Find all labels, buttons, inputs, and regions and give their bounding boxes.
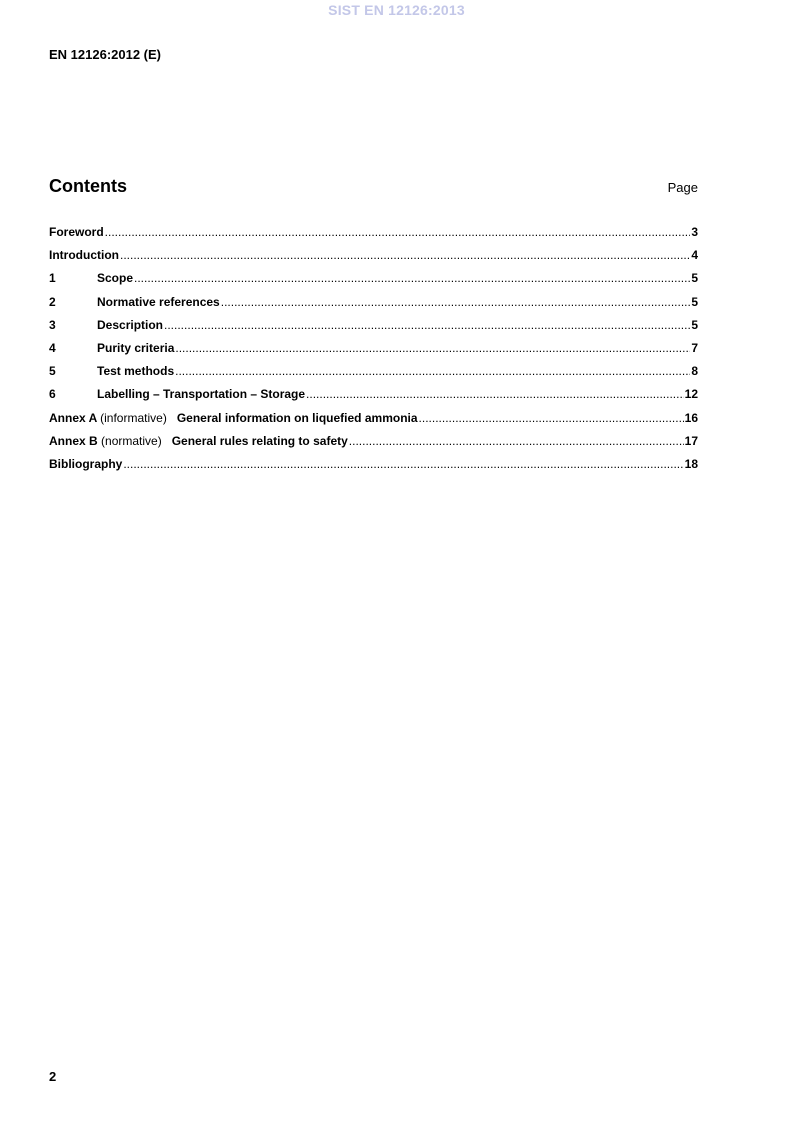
toc-entry-title: Bibliography (49, 456, 123, 471)
toc-leader-dots (221, 295, 691, 309)
toc-entry-title: Test methods (97, 364, 175, 379)
toc-leader-dots (105, 225, 691, 239)
toc-annex-qualifier: (informative) (100, 410, 167, 425)
toc-annex-label (49, 411, 418, 425)
toc-entry-bibliography[interactable] (49, 457, 698, 480)
toc-entry-page: 5 (691, 317, 698, 332)
toc-entry-page: 3 (691, 225, 698, 239)
toc-entry-page: 5 (691, 294, 698, 309)
toc-entry-number: 3 (49, 317, 56, 332)
toc-entry-title: Normative references (97, 294, 220, 309)
toc-entry-page: 18 (684, 456, 698, 471)
table-of-contents (49, 225, 698, 480)
toc-entry-number: 1 (49, 271, 56, 286)
toc-entry-scope[interactable] (49, 271, 698, 294)
toc-annex-label (49, 434, 348, 448)
toc-entry-normative-references[interactable] (49, 295, 698, 318)
toc-entry-labelling[interactable] (49, 387, 698, 410)
toc-entry-title: Introduction (49, 248, 119, 263)
toc-entry-page: 16 (684, 410, 698, 425)
document-id: EN 12126:2012 (E) (49, 47, 162, 62)
toc-entry-introduction[interactable] (49, 248, 698, 271)
toc-entry-title: General information on liquefied ammonia (176, 410, 418, 425)
toc-entry-title: Purity criteria (97, 340, 175, 355)
toc-entry-title: Description (97, 317, 164, 332)
toc-entry-purity-criteria[interactable] (49, 341, 698, 364)
toc-entry-page: 5 (691, 271, 698, 286)
toc-annex-prefix: Annex A (49, 410, 97, 425)
toc-entry-title: Foreword (49, 225, 104, 239)
toc-entry-page: 8 (691, 364, 698, 379)
toc-leader-dots (349, 434, 684, 448)
toc-entry-number: 5 (49, 364, 56, 379)
toc-entry-page: 7 (691, 340, 698, 355)
toc-entry-title: General rules relating to safety (171, 433, 348, 448)
watermark: SIST EN 12126:2013 (328, 2, 465, 18)
toc-leader-dots (419, 411, 684, 425)
toc-entry-page: 17 (684, 433, 698, 448)
toc-leader-dots (123, 457, 683, 471)
toc-annex-qualifier: (normative) (101, 433, 162, 448)
page-column-label: Page (667, 180, 698, 195)
toc-leader-dots (175, 364, 690, 378)
toc-entry-number: 4 (49, 340, 56, 355)
toc-leader-dots (306, 387, 684, 401)
toc-entry-number: 2 (49, 294, 56, 309)
toc-leader-dots (120, 248, 690, 262)
contents-heading: Contents (49, 176, 127, 196)
toc-entry-annex-b[interactable] (49, 434, 698, 457)
toc-entry-test-methods[interactable] (49, 364, 698, 387)
toc-leader-dots (134, 271, 690, 285)
toc-entry-title: Labelling – Transportation – Storage (97, 387, 306, 402)
toc-leader-dots (164, 318, 690, 332)
toc-annex-prefix: Annex B (49, 433, 98, 448)
toc-entry-description[interactable] (49, 318, 698, 341)
toc-entry-page: 12 (684, 387, 698, 402)
toc-leader-dots (175, 341, 690, 355)
toc-entry-number: 6 (49, 387, 56, 402)
toc-entry-annex-a[interactable] (49, 411, 698, 434)
toc-entry-page: 4 (691, 248, 698, 263)
page-number: 2 (49, 1069, 57, 1084)
toc-entry-title: Scope (97, 271, 134, 286)
toc-entry-foreword[interactable] (49, 225, 698, 248)
